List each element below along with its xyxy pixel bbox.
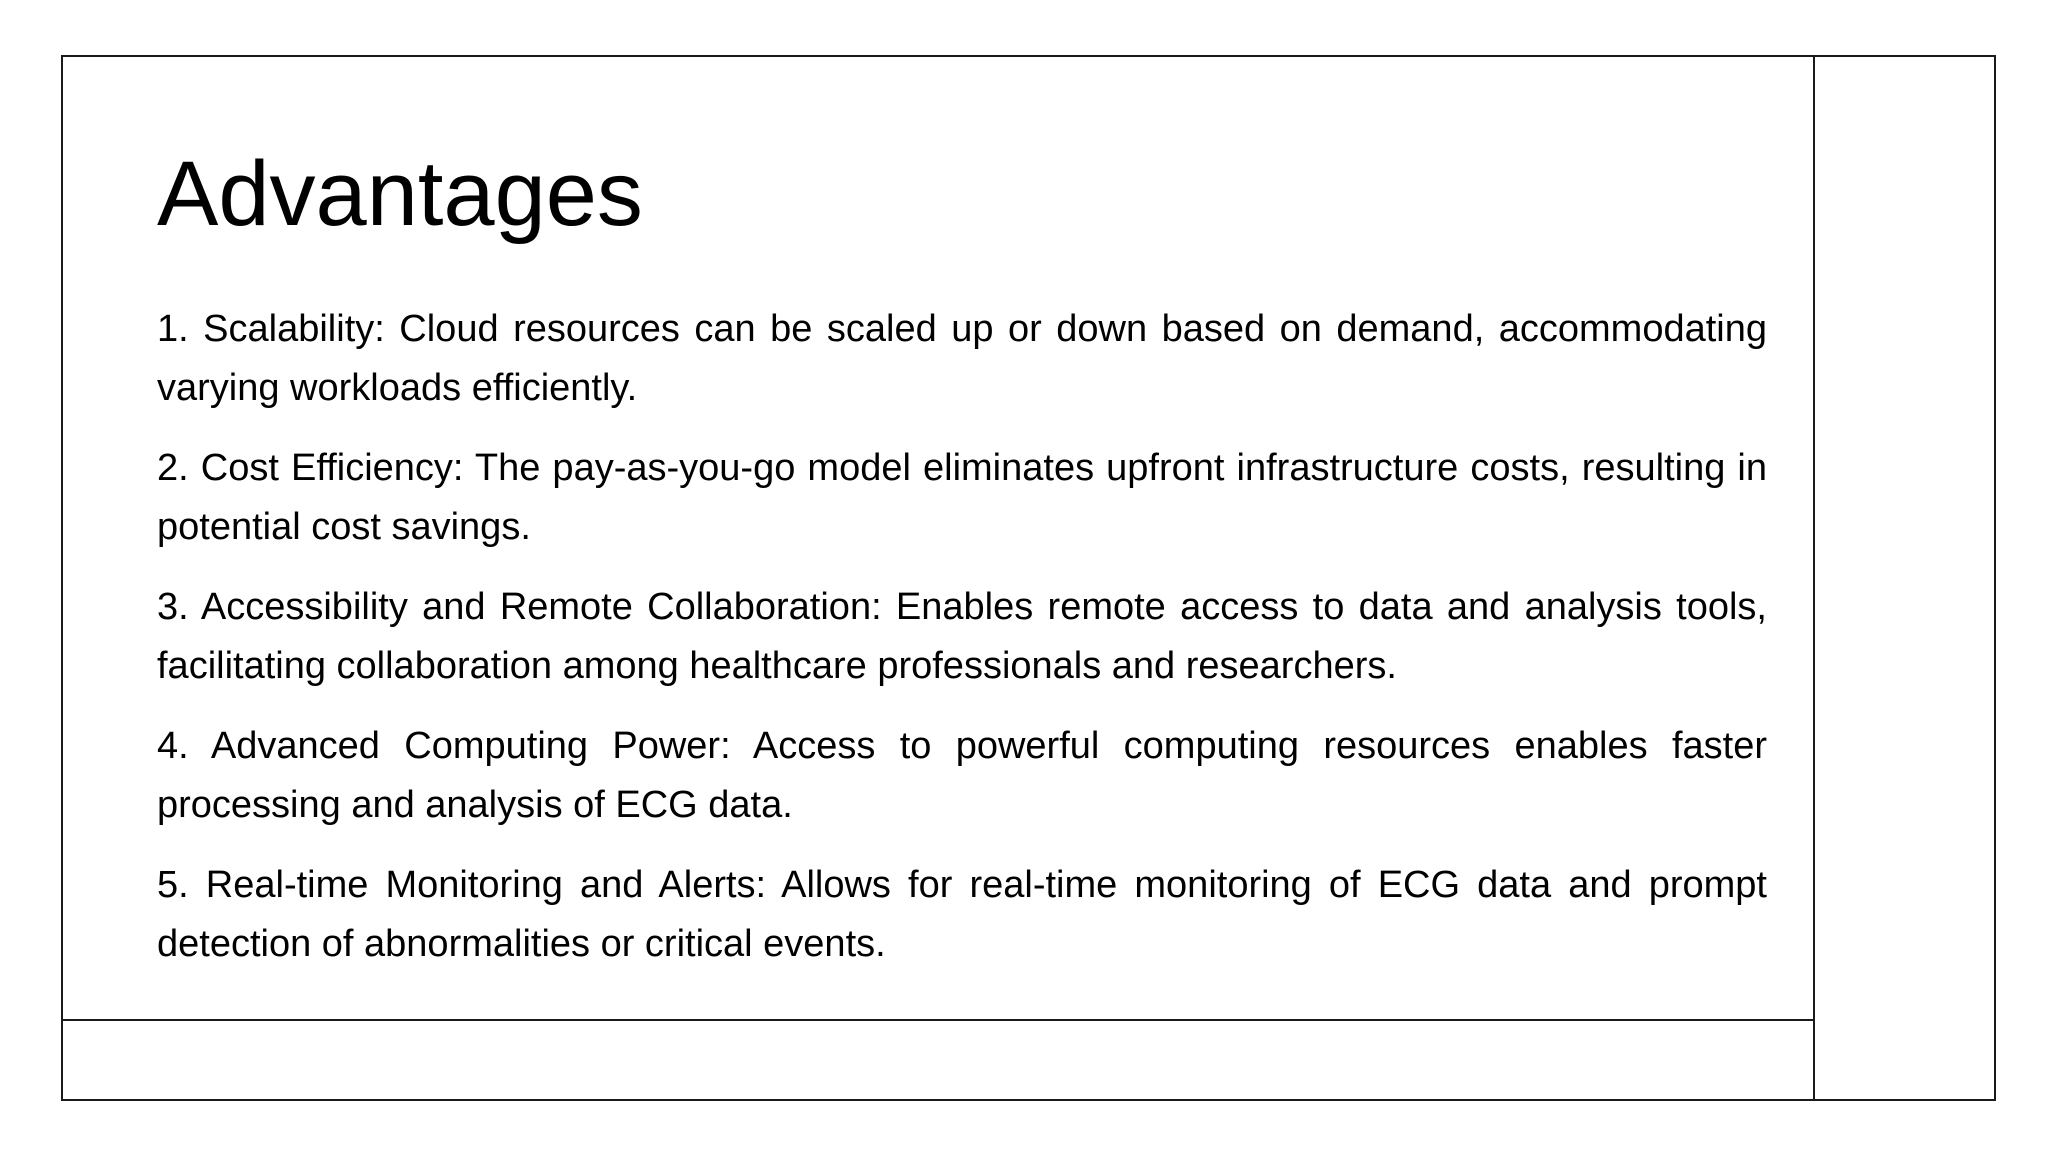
advantages-list (157, 300, 1767, 995)
list-item: 2. Cost Efficiency: The pay-as-you-go model eliminates upfront infrastructure costs, resulting in potential cost savings. (157, 447, 1767, 548)
list-item: 1. Scalability: Cloud resources can be scaled up or down based on demand, accommodating varying workloads efficiently. (157, 308, 1767, 409)
list-item: 5. Real-time Monitoring and Alerts: Allows for real-time monitoring of ECG data and prompt detection of abnormalities or critical events. (157, 864, 1767, 965)
right-panel-divider (1813, 55, 1815, 1101)
list-item: 4. Advanced Computing Power: Access to powerful computing resources enables faster processing and analysis of ECG data. (157, 725, 1767, 826)
slide-title: Advantages (157, 143, 643, 245)
footer-divider (61, 1019, 1814, 1021)
list-item: 3. Accessibility and Remote Collaboration: Enables remote access to data and analysis tools, facilitating collaboration among healthcare professionals and researchers. (157, 586, 1767, 687)
